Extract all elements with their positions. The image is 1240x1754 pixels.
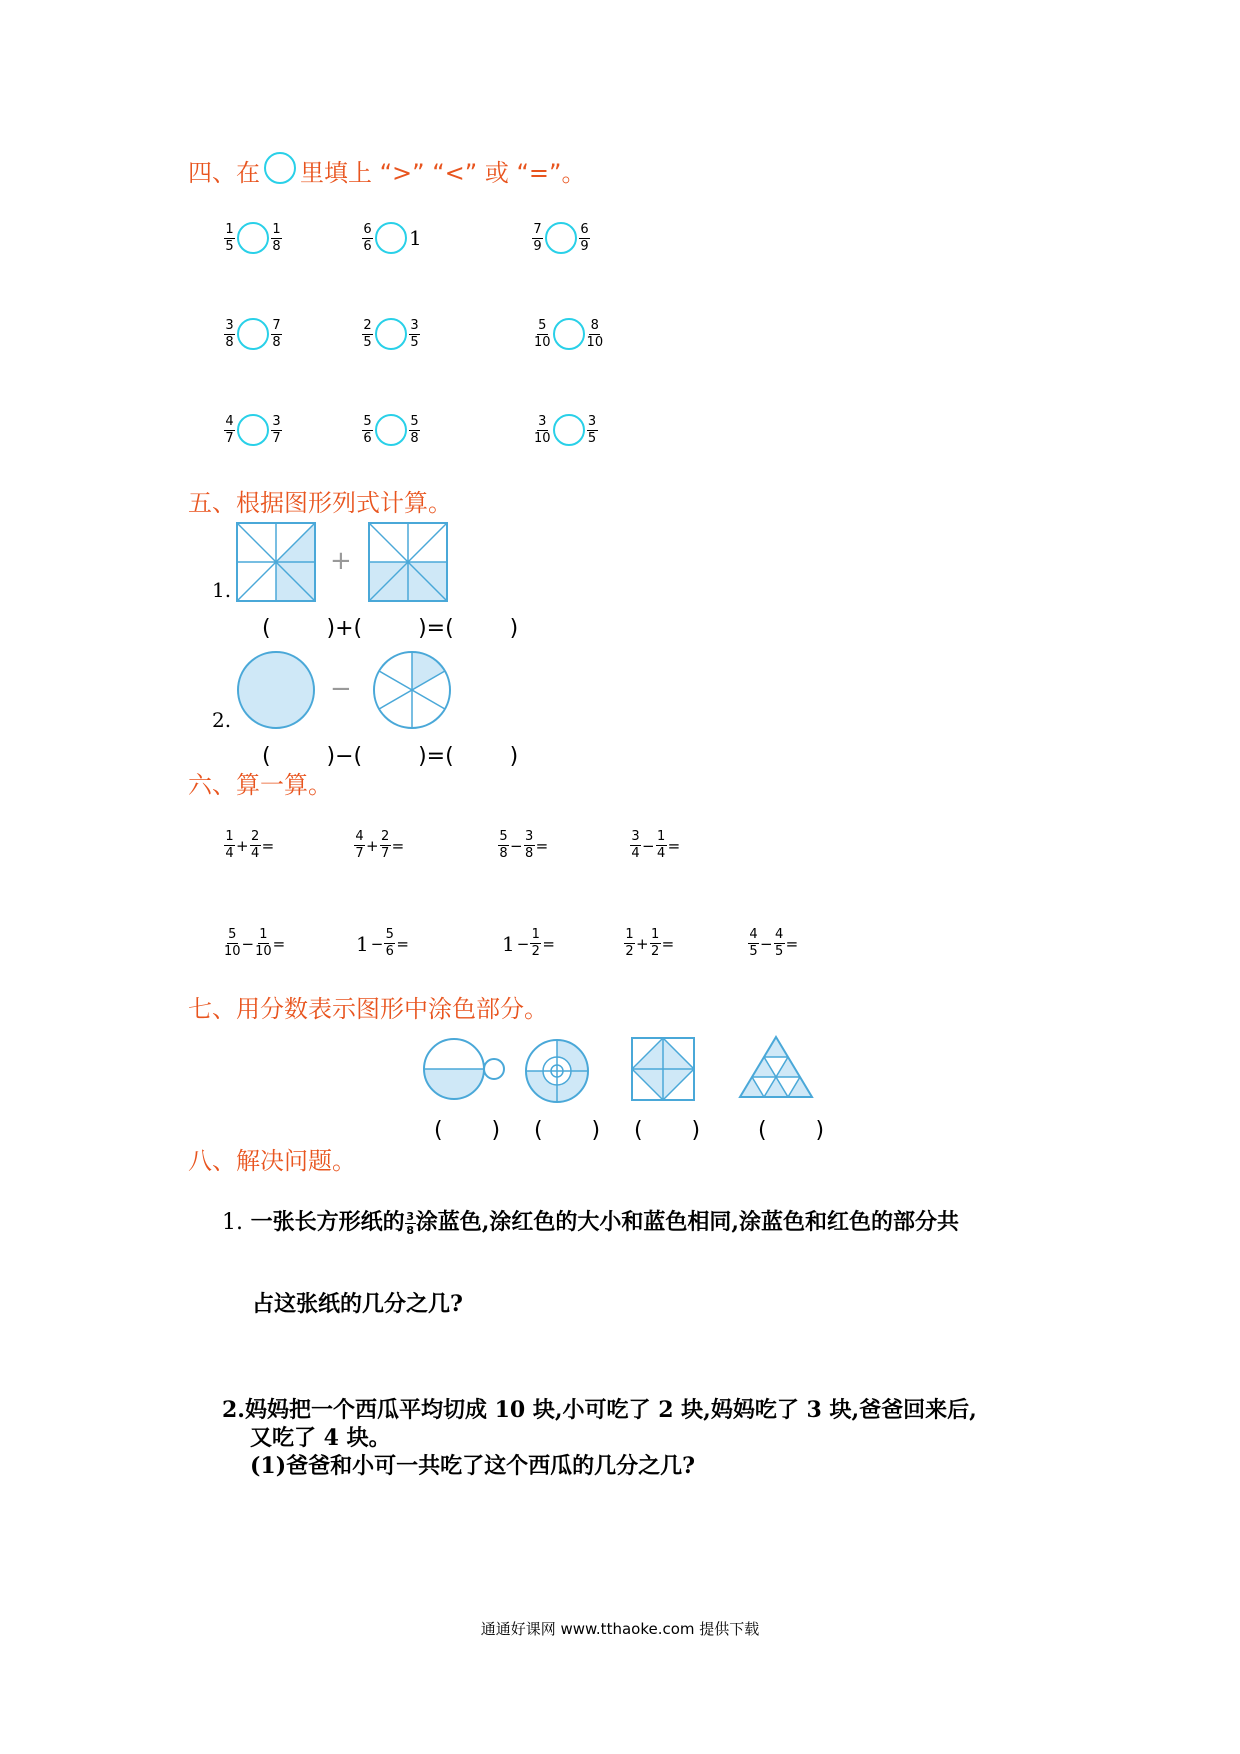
fraction-b: $\frac{3}{7}$ bbox=[272, 413, 281, 446]
answer-blanks-2[interactable]: ( )−( )=( ) bbox=[262, 744, 519, 769]
calc-item-4: $\frac{3}{4}$ − $\frac{1}{4}$ = bbox=[631, 829, 681, 861]
calc-item-1: $\frac{1}{4}$ + $\frac{2}{4}$ = bbox=[225, 829, 275, 861]
fraction-b: $\frac{5}{8}$ bbox=[410, 413, 419, 446]
compare-item-4 bbox=[224, 318, 282, 350]
answer-circle[interactable] bbox=[375, 318, 407, 350]
compare-item-7 bbox=[224, 414, 282, 446]
answer-circle[interactable] bbox=[553, 414, 585, 446]
sixths-circle-figure bbox=[372, 650, 452, 730]
answer-blank-7a[interactable]: ( ) bbox=[434, 1118, 501, 1143]
calc-item-2: $\frac{4}{7}$ + $\frac{2}{7}$ = bbox=[355, 829, 405, 861]
section8-heading: 八、解决问题。 bbox=[188, 1147, 356, 1175]
fraction-a: $\frac{6}{6}$ bbox=[363, 221, 372, 254]
fraction-a: $\frac{7}{9}$ bbox=[533, 221, 542, 254]
answer-blanks-1[interactable]: ( )+( )=( ) bbox=[262, 616, 519, 641]
triangle-grid-figure bbox=[736, 1034, 816, 1104]
answer-circle[interactable] bbox=[553, 318, 585, 350]
answer-blank-7c[interactable]: ( ) bbox=[634, 1118, 701, 1143]
compare-item-2 bbox=[362, 222, 422, 254]
problem-1-line-2: 占这张纸的几分之几? bbox=[252, 1291, 463, 1317]
calc-item-9: $\frac{4}{5}$ − $\frac{4}{5}$ = bbox=[749, 927, 799, 959]
section4-heading: 四、在 里填上 “>” “<” 或 “=”。 bbox=[188, 158, 585, 190]
eighths-square-2-figure bbox=[368, 522, 448, 602]
diamond-square-figure bbox=[630, 1036, 696, 1102]
fraction-b: $\frac{8}{10}$ bbox=[586, 317, 604, 350]
blank-circle-icon bbox=[264, 152, 296, 184]
footer-text: 通通好课网 www.tthaoke.com 提供下载 bbox=[480, 1620, 760, 1638]
section6-heading: 六、算一算。 bbox=[188, 771, 332, 799]
compare-item-3 bbox=[532, 222, 590, 254]
fraction-b: $\frac{3}{5}$ bbox=[410, 317, 419, 350]
answer-blank-7b[interactable]: ( ) bbox=[534, 1118, 601, 1143]
half-circle-figure bbox=[420, 1036, 506, 1102]
calc-item-5: $\frac{5}{10}$ − $\frac{1}{10}$ = bbox=[224, 927, 286, 959]
problem-2-line-3: (1)爸爸和小可一共吃了这个西瓜的几分之几? bbox=[250, 1453, 696, 1479]
calc-item-3: $\frac{5}{8}$ − $\frac{3}{8}$ = bbox=[499, 829, 549, 861]
ring-circle-figure bbox=[524, 1038, 590, 1104]
section5-heading: 五、根据图形列式计算。 bbox=[188, 489, 452, 517]
section7-heading: 七、用分数表示图形中涂色部分。 bbox=[188, 995, 548, 1023]
plus-operator: + bbox=[330, 546, 352, 576]
calc-item-6: 1 − $\frac{5}{6}$ = bbox=[356, 927, 409, 959]
fraction-a: $\frac{3}{10}$ bbox=[534, 413, 551, 446]
full-circle-figure bbox=[236, 650, 316, 730]
compare-item-6 bbox=[534, 318, 603, 350]
compare-item-5 bbox=[362, 318, 420, 350]
fraction-b: $\frac{6}{9}$ bbox=[580, 221, 589, 254]
whole-number: 1 bbox=[409, 226, 422, 250]
eighths-square-1-figure bbox=[236, 522, 316, 602]
calc-item-8: $\frac{1}{2}$ + $\frac{1}{2}$ = bbox=[625, 927, 675, 959]
fraction-a: $\frac{5}{6}$ bbox=[363, 413, 372, 446]
problem-2-line-2: 又吃了 4 块。 bbox=[250, 1425, 391, 1451]
problem-1-line-1: 1. 一张长方形纸的 $\frac{3}{8}$ 涂蓝色,涂红色的大小和蓝色相同,涂蓝色和红色的部分共 bbox=[222, 1209, 960, 1237]
fraction-a: $\frac{4}{7}$ bbox=[225, 413, 234, 446]
answer-circle[interactable] bbox=[237, 318, 269, 350]
fraction-a: $\frac{2}{5}$ bbox=[363, 317, 372, 350]
compare-item-9 bbox=[534, 414, 598, 446]
calc-item-7: 1 − $\frac{1}{2}$ = bbox=[502, 927, 555, 959]
problem-2-line-1: 2.妈妈把一个西瓜平均切成 10 块,小可吃了 2 块,妈妈吃了 3 块,爸爸回来后, bbox=[222, 1397, 977, 1423]
answer-circle[interactable] bbox=[237, 414, 269, 446]
fraction-b: $\frac{1}{8}$ bbox=[272, 221, 281, 254]
compare-item-8 bbox=[362, 414, 420, 446]
compare-item-1 bbox=[224, 222, 282, 254]
question-number-1: 1. bbox=[212, 578, 232, 602]
fraction-a: $\frac{1}{5}$ bbox=[225, 221, 234, 254]
fraction-b: $\frac{3}{5}$ bbox=[587, 413, 597, 446]
answer-circle[interactable] bbox=[237, 222, 269, 254]
inline-fraction: $\frac{3}{8}$ bbox=[406, 1209, 415, 1237]
answer-circle[interactable] bbox=[375, 414, 407, 446]
answer-blank-7d[interactable]: ( ) bbox=[758, 1118, 825, 1143]
answer-circle[interactable] bbox=[375, 222, 407, 254]
fraction-a: $\frac{3}{8}$ bbox=[225, 317, 234, 350]
fraction-b: $\frac{7}{8}$ bbox=[272, 317, 281, 350]
minus-operator: − bbox=[330, 674, 352, 704]
fraction-a: $\frac{5}{10}$ bbox=[534, 317, 551, 350]
answer-circle[interactable] bbox=[545, 222, 577, 254]
question-number-2: 2. bbox=[212, 708, 232, 732]
